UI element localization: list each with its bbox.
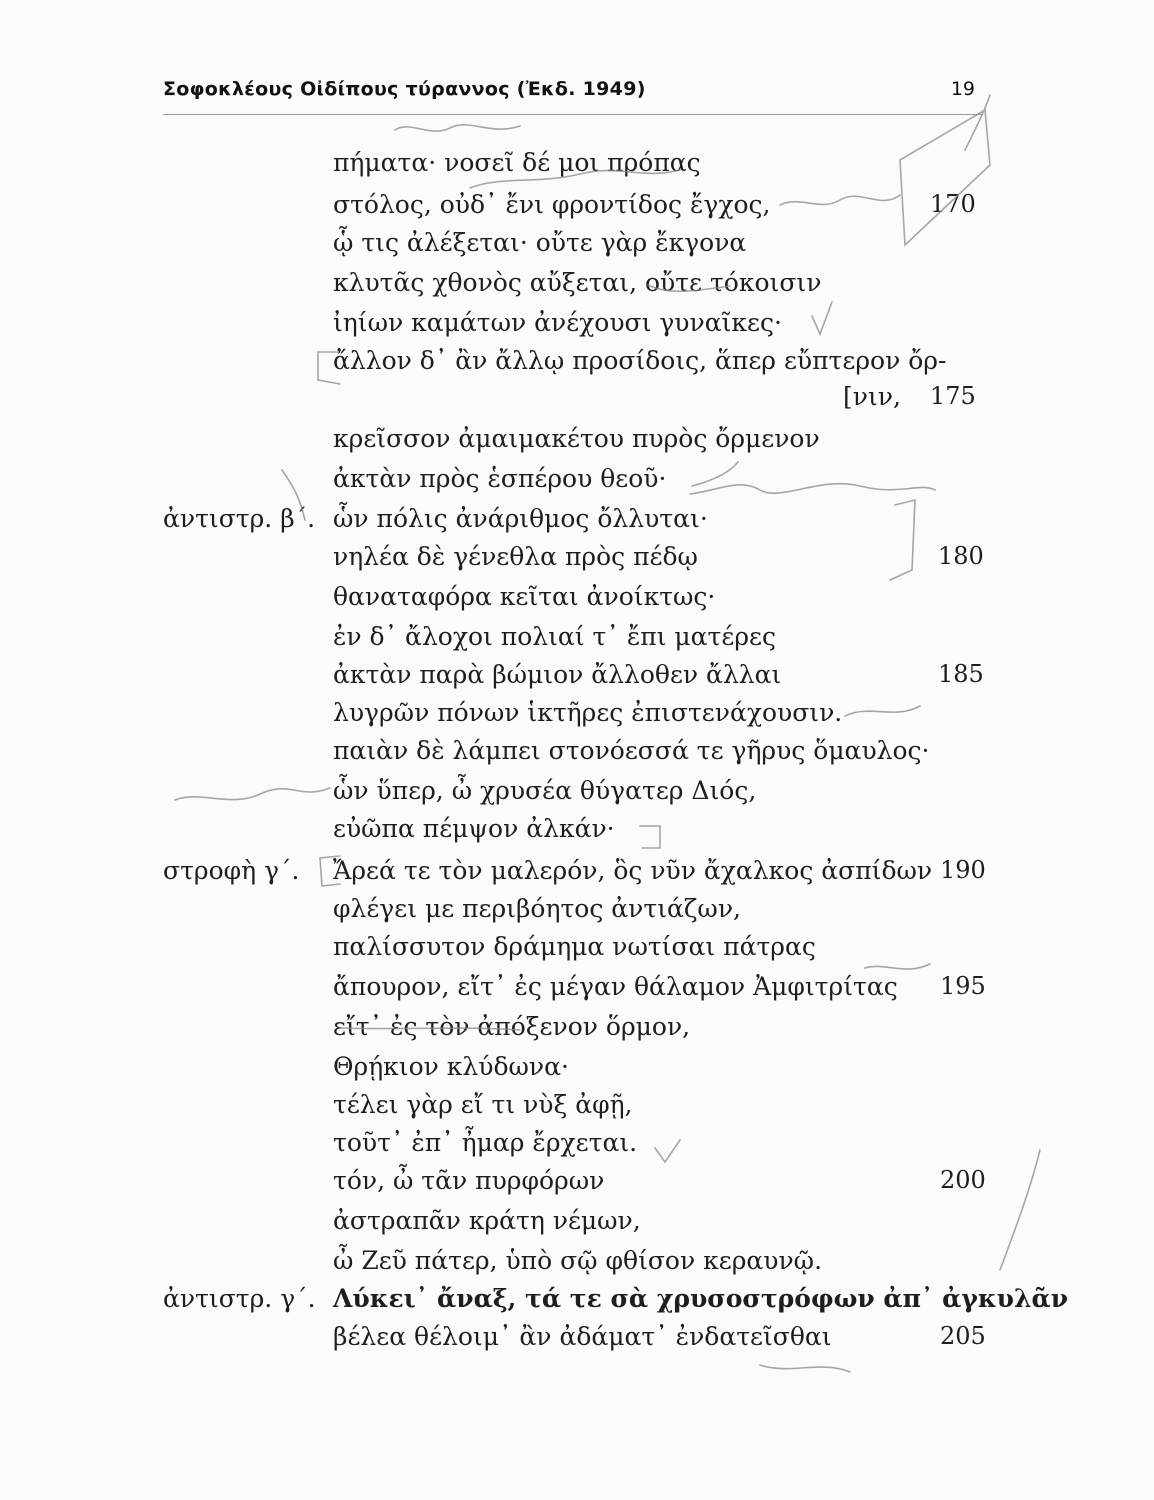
line-number: 185: [938, 660, 984, 688]
verse-line-continuation: [νιν,: [843, 382, 901, 411]
verse-line: παλίσσυτον δράμημα νωτίσαι πάτρας: [333, 932, 816, 961]
verse-line: Θρῄκιον κλύδωνα·: [333, 1052, 569, 1081]
verse-line: ὧν πόλις ἀνάριθμος ὄλλυται·: [333, 504, 708, 533]
line-number: 180: [938, 542, 984, 570]
verse-line: κλυτᾶς χθονὸς αὔξεται, οὔτε τόκοισιν: [333, 268, 822, 297]
line-number: 195: [940, 972, 986, 1000]
verse-line: τόν, ὦ τᾶν πυρφόρων: [333, 1166, 605, 1195]
strophe-label: ἀντιστρ. γ΄.: [163, 1284, 316, 1313]
verse-line: Ἄρεά τε τὸν μαλερόν, ὃς νῦν ἄχαλκος ἀσπίδων: [333, 856, 933, 885]
verse-line: ἰηίων καμάτων ἀνέχουσι γυναῖκες·: [333, 308, 782, 337]
line-number: 205: [940, 1322, 986, 1350]
verse-line: ἐν δ᾽ ἄλοχοι πολιαί τ᾽ ἔπι ματέρες: [333, 622, 776, 651]
page-number: 19: [950, 78, 975, 100]
strophe-label: ἀντιστρ. β΄.: [163, 504, 316, 533]
line-number: 170: [930, 190, 976, 218]
running-title: Σοφοκλέους Οἰδίπους τύραννος (Ἐκδ. 1949): [163, 78, 646, 100]
verse-line: βέλεα θέλοιμ᾽ ἂν ἀδάματ᾽ ἐνδατεῖσθαι: [333, 1322, 832, 1351]
verse-line: ἄπουρον, εἴτ᾽ ἐς μέγαν θάλαμον Ἀμφιτρίτας: [333, 972, 898, 1001]
verse-line: ἀστραπᾶν κράτη νέμων,: [333, 1206, 641, 1235]
verse-line: ὧν ὕπερ, ὦ χρυσέα θύγατερ Διός,: [333, 776, 757, 805]
verse-line: λυγρῶν πόνων ἱκτῆρες ἐπιστενάχουσιν.: [333, 698, 843, 727]
verse-line: τέλει γὰρ εἴ τι νὺξ ἀφῇ,: [333, 1090, 633, 1119]
verse-line: εὐῶπα πέμψον ἀλκάν·: [333, 814, 615, 843]
verse-line: κρεῖσσον ἀμαιμακέτου πυρὸς ὄρμενον: [333, 424, 820, 453]
verse-line: θαναταφόρα κεῖται ἀνοίκτως·: [333, 582, 716, 611]
verse-line: εἴτ᾽ ἐς τὸν ἀπόξενον ὅρμον,: [333, 1012, 691, 1041]
verse-line: Λύκει᾽ ἄναξ, τά τε σὰ χρυσοστρόφων ἀπ᾽ ἀγκυλᾶν: [333, 1284, 1069, 1313]
line-number: 175: [930, 382, 976, 410]
line-number: 200: [940, 1166, 986, 1194]
verse-line: παιὰν δὲ λάμπει στονόεσσά τε γῆρυς ὅμαυλος·: [333, 736, 930, 765]
verse-line: ᾧ τις ἀλέξεται· οὔτε γὰρ ἔκγονα: [333, 228, 747, 257]
verse-line: φλέγει με περιβόητος ἀντιάζων,: [333, 894, 741, 923]
strophe-label: στροφὴ γ΄.: [163, 856, 300, 885]
verse-line: τοῦτ᾽ ἐπ᾽ ἦμαρ ἔρχεται.: [333, 1128, 638, 1157]
verse-line: ἀκτὰν πρὸς ἑσπέρου θεοῦ·: [333, 464, 667, 493]
verse-line: πήματα· νοσεῖ δέ μοι πρόπας: [333, 148, 701, 177]
line-number: 190: [940, 856, 986, 884]
verse-line: ἀκτὰν παρὰ βώμιον ἄλλοθεν ἄλλαι: [333, 660, 782, 689]
verse-line: ἄλλον δ᾽ ἂν ἄλλῳ προσίδοις, ἅπερ εὔπτερον ὄρ-: [333, 346, 947, 375]
verse-line: νηλέα δὲ γένεθλα πρὸς πέδῳ: [333, 542, 698, 571]
verse-line: στόλος, οὐδ᾽ ἔνι φροντίδος ἔγχος,: [333, 190, 771, 219]
verse-line: ὦ Ζεῦ πάτερ, ὑπὸ σῷ φθίσον κεραυνῷ.: [333, 1246, 823, 1275]
